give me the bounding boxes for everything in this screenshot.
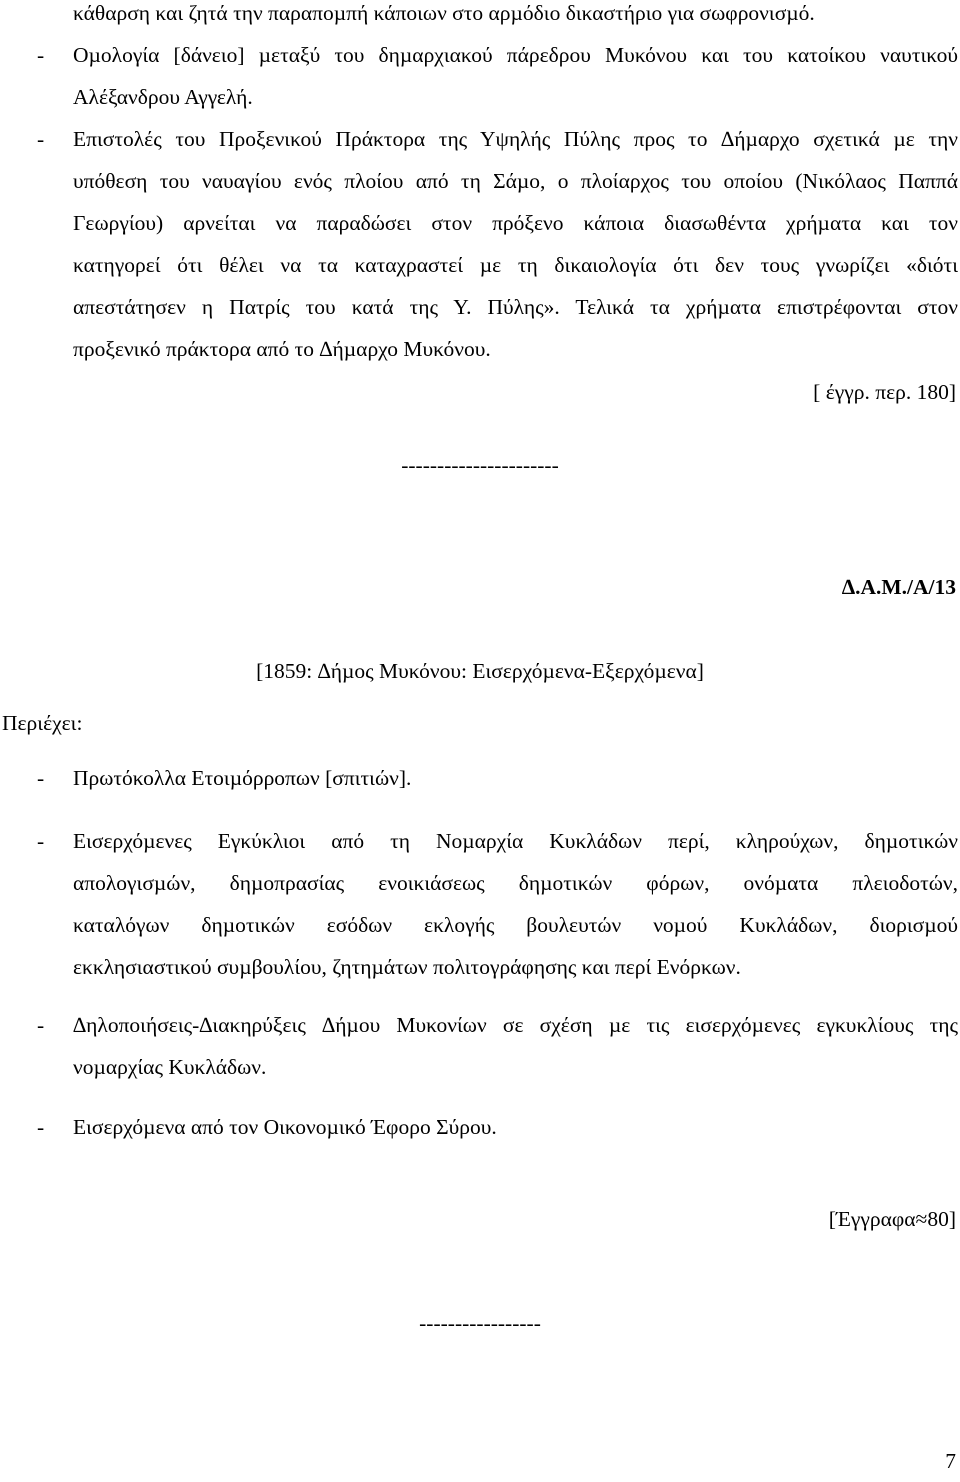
list-item-line: καταλόγων δηµοτικών εσόδων εκλογής βουλευτών νοµού Κυκλάδων, διορισµού xyxy=(73,913,958,937)
list-dash: - xyxy=(37,1013,45,1037)
separator-line: ---------------------- xyxy=(401,453,559,477)
record-code: ∆.Α.Μ./Α/13 xyxy=(841,575,956,599)
contains-label: Περιέχει: xyxy=(2,711,83,735)
list-item-line: προξενικό πράκτορα από το ∆ήµαρχο Μυκόνου. xyxy=(73,337,491,361)
list-item-line: υπόθεση του ναυαγίου ενός πλοίου από τη Σάµο, ο πλοίαρχος του οποίου (Νικόλαος Παππά xyxy=(73,169,958,193)
list-dash: - xyxy=(37,127,45,151)
list-dash: - xyxy=(37,766,45,790)
list-item-line: Γεωργίου) αρνείται να παραδώσει στον πρόξενο κάποια διασωθέντα χρήµατα και τον xyxy=(73,211,958,235)
document-count: [ έγγρ. περ. 180] xyxy=(813,380,956,404)
list-item-line: Εισερχόµενες Εγκύκλιοι από τη Νοµαρχία Κυκλάδων περί, κληρούχων, δηµοτικών xyxy=(73,829,958,853)
list-dash: - xyxy=(37,1115,45,1139)
list-item-line: ∆ηλοποιήσεις-∆ιακηρύξεις ∆ήµου Μυκονίων σε σχέση µε τις εισερχόµενες εγκυκλίους της xyxy=(73,1013,958,1037)
list-item-line: νοµαρχίας Κυκλάδων. xyxy=(73,1055,267,1079)
list-item-line: Εισερχόµενα από τον Οικονοµικό Έφορο Σύρου. xyxy=(73,1115,497,1139)
list-item-line: Οµολογία [δάνειο] µεταξύ του δηµαρχιακού πάρεδρου Μυκόνου και του κατοίκου ναυτικού xyxy=(73,43,958,67)
list-item-line: εκκλησιαστικού συµβουλίου, ζητηµάτων πολιτογράφησης και περί Ενόρκων. xyxy=(73,955,741,979)
list-item-line: Επιστολές του Προξενικού Πράκτορα της Υψηλής Πύλης προς το ∆ήµαρχο σχετικά µε την xyxy=(73,127,958,151)
list-item-line: κατηγορεί ότι θέλει να τα καταχραστεί µε τη δικαιολογία ότι δεν τους γνωρίζει «διότι xyxy=(73,253,958,277)
list-item-line: Αλέξανδρου Αγγελή. xyxy=(73,85,253,109)
document-count: [Έγγραφα≈80] xyxy=(828,1207,956,1231)
list-item-line: απολογισµών, δηµοπρασίας ενοικιάσεως δηµοτικών φόρων, ονόµατα πλειοδοτών, xyxy=(73,871,958,895)
text-line: κάθαρση και ζητά την παραποµπή κάποιων στο αρµόδιο δικαστήριο για σωφρονισµό. xyxy=(73,1,815,25)
list-dash: - xyxy=(37,43,45,67)
record-heading: [1859: ∆ήµος Μυκόνου: Εισερχόµενα-Εξερχόµενα] xyxy=(256,659,704,683)
separator-line: ----------------- xyxy=(419,1311,541,1335)
list-dash: - xyxy=(37,829,45,853)
list-item-line: απεστάτησεν η Πατρίς του κατά της Υ. Πύλης». Τελικά τα χρήµατα επιστρέφονται στον xyxy=(73,295,958,319)
page-number: 7 xyxy=(945,1449,956,1473)
list-item-line: Πρωτόκολλα Ετοιµόρροπων [σπιτιών]. xyxy=(73,766,412,790)
